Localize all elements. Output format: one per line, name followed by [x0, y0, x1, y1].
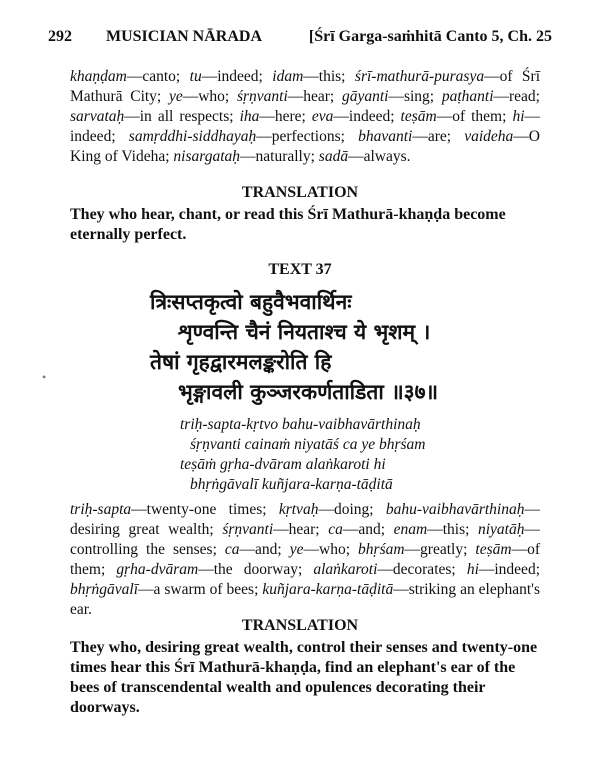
synonym-meaning: —the doorway;	[198, 561, 314, 578]
synonym-meaning: —hear;	[273, 521, 329, 538]
synonym-word: vaideha	[464, 128, 514, 145]
chapter-reference: [Śrī Garga-saṁhitā Canto 5, Ch. 25	[308, 28, 552, 45]
synonym-meaning: —indeed;	[70, 108, 540, 145]
synonym-meaning: —here;	[259, 108, 312, 125]
synonym-word: śṛṇvanti	[236, 88, 288, 105]
translation-text: They who, desiring great wealth, control their senses and twenty-one times hear this Śrī Mathurā-khaṇḍa, find an elephant's ear of the bees of transcendental wealth and opulences decorating their doorways.	[70, 639, 538, 716]
synonym-meaning: —sing;	[388, 88, 442, 105]
synonym-meaning: —controlling the senses;	[70, 521, 540, 558]
synonym-word: sarvataḥ	[70, 108, 125, 125]
translation-heading: TRANSLATION	[241, 617, 359, 634]
synonym-word: hi	[512, 108, 525, 125]
margin-mark: •	[42, 370, 47, 384]
transliteration-line: triḥ-sapta-kṛtvo bahu-vaibhavārthinaḥ	[180, 416, 421, 433]
transliteration-line: śṛṇvanti cainaṁ niyatāś ca ye bhṛśam	[190, 436, 426, 453]
synonym-meaning: —O King of Videha;	[70, 128, 540, 165]
synonym-word: bhṛṅgāvalī	[70, 581, 139, 598]
synonym-word: bahu-vaibhavārthinaḥ	[385, 501, 525, 518]
running-header	[48, 28, 552, 54]
synonyms-paragraph-bottom	[70, 500, 540, 620]
synonym-meaning: —indeed;	[333, 108, 401, 125]
synonym-word: idam	[272, 68, 304, 85]
translation-text: They who hear, chant, or read this Śrī Mathurā-khaṇḍa become eternally perfect.	[70, 206, 506, 243]
synonym-word: iha	[239, 108, 260, 125]
synonym-word: hi	[466, 561, 479, 578]
synonym-meaning: —indeed;	[478, 561, 540, 578]
synonym-word: niyatāḥ	[478, 521, 525, 538]
synonym-meaning: —of them;	[70, 541, 540, 578]
synonym-word: ca	[224, 541, 240, 558]
synonym-word: teṣām	[475, 541, 512, 558]
synonym-word: bhavanti	[358, 128, 413, 145]
synonym-meaning: —canto;	[126, 68, 190, 85]
synonym-word: ca	[328, 521, 343, 538]
synonym-word: nisargataḥ	[173, 148, 241, 165]
synonym-word: eva	[311, 108, 334, 125]
translation-heading: TRANSLATION	[241, 184, 359, 201]
transliteration-line: teṣāṁ gṛha-dvāram alaṅkaroti hi	[180, 456, 386, 473]
synonym-word: sadā	[318, 148, 349, 165]
synonym-meaning: —this;	[427, 521, 478, 538]
text-number-heading: TEXT 37	[268, 261, 332, 278]
synonym-word: khaṇḍam	[70, 68, 127, 85]
synonym-word: teṣām	[400, 108, 437, 125]
synonym-meaning: —always.	[348, 148, 411, 165]
synonym-word: ye	[289, 541, 304, 558]
synonym-meaning: —this;	[303, 68, 355, 85]
transliteration-line: bhṛṅgāvalī kuñjara-karṇa-tāḍitā	[190, 476, 393, 493]
synonym-meaning: —and;	[239, 541, 290, 558]
devanagari-line: शृण्वन्ति चैनं नियताश्च ये भृशम् ।	[178, 320, 431, 344]
synonyms-paragraph-top	[70, 67, 540, 167]
synonym-meaning: —and;	[342, 521, 394, 538]
synonym-meaning: —in all respects;	[124, 108, 240, 125]
synonym-meaning: —who;	[182, 88, 237, 105]
synonym-meaning: —decorates;	[377, 561, 467, 578]
synonym-word: kuñjara-karṇa-tāḍitā	[262, 581, 394, 598]
synonym-word: gṛha-dvāram	[116, 561, 199, 578]
synonym-meaning: —indeed;	[201, 68, 273, 85]
running-title: MUSICIAN NĀRADA	[106, 28, 262, 45]
synonym-meaning: —naturally;	[240, 148, 319, 165]
synonym-meaning: —a swarm of bees;	[138, 581, 263, 598]
synonym-meaning: —are;	[412, 128, 465, 145]
synonym-word: kṛtvaḥ	[278, 501, 319, 518]
synonym-word: enam	[393, 521, 428, 538]
devanagari-line: तेषां गृहद्वारमलङ्करोति हि	[150, 350, 332, 374]
synonym-word: ye	[168, 88, 183, 105]
devanagari-line: भृङ्गावली कुञ्जरकर्णताडिता ॥३७॥	[178, 380, 439, 404]
synonym-word: samṛddhi-siddhayaḥ	[128, 128, 257, 145]
synonym-meaning: —of Śrī Mathurā City;	[70, 68, 541, 105]
devanagari-line: त्रिःसप्तकृत्वो बहुवैभवार्थिनः	[150, 290, 352, 314]
synonym-meaning: —hear;	[287, 88, 342, 105]
synonym-meaning: —striking an elephant's ear.	[70, 581, 540, 618]
synonym-word: paṭhanti	[441, 88, 494, 105]
synonym-word: tu	[189, 68, 202, 85]
page-number: 292	[48, 28, 72, 45]
synonym-word: śṛṇvanti	[222, 521, 274, 538]
synonym-meaning: —perfections;	[256, 128, 359, 145]
synonym-word: bhṛśam	[358, 541, 405, 558]
synonym-word: gāyanti	[341, 88, 389, 105]
synonym-word: triḥ-sapta	[70, 501, 132, 518]
synonym-meaning: —doing;	[318, 501, 386, 518]
synonym-word: alaṅkaroti	[313, 561, 378, 578]
synonym-meaning: —of them;	[436, 108, 513, 125]
synonym-word: śrī-mathurā-purasya	[354, 68, 485, 85]
synonym-meaning: —desiring great wealth;	[70, 501, 540, 538]
synonym-meaning: —read;	[493, 88, 540, 105]
synonym-meaning: —who;	[303, 541, 359, 558]
synonym-meaning: —greatly;	[404, 541, 476, 558]
synonym-meaning: —twenty-one times;	[131, 501, 279, 518]
